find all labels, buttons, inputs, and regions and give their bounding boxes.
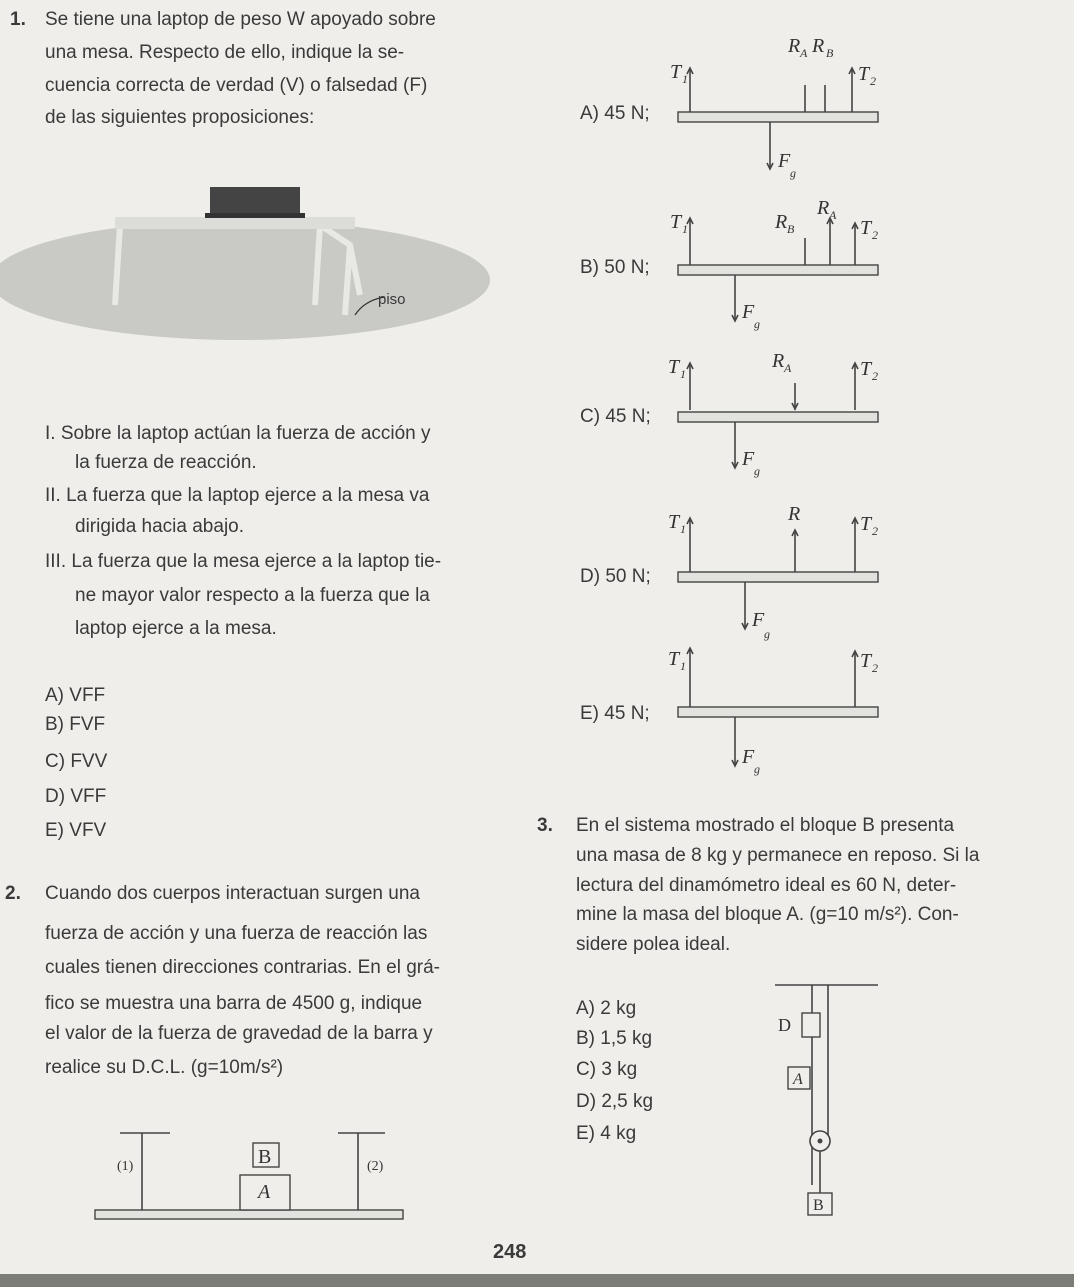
- svg-text:T: T: [860, 650, 872, 672]
- q2-number: 2.: [5, 883, 21, 904]
- svg-text:2: 2: [872, 369, 878, 383]
- svg-text:R: R: [775, 211, 788, 233]
- floor-label: piso: [378, 291, 406, 308]
- dcl-option-a: [660, 30, 890, 190]
- q1-statement-2b: dirigida hacia abajo.: [75, 516, 245, 537]
- svg-text:2: 2: [872, 228, 878, 242]
- rope-2-label: (2): [367, 1159, 384, 1174]
- q1-statement-2a: II. La fuerza que la laptop ejerce a la mesa va: [45, 485, 430, 506]
- svg-text:T: T: [858, 63, 870, 85]
- dcl-option-b: [660, 190, 890, 340]
- dynamometer-label: D: [778, 1015, 791, 1035]
- q2-stem-line-3: cuales tienen direcciones contrarias. En el grá-: [45, 957, 440, 978]
- q3-number: 3.: [537, 815, 553, 836]
- q2-option-a[interactable]: A) 45 N;: [580, 103, 650, 124]
- svg-text:1: 1: [680, 367, 686, 381]
- svg-text:T: T: [670, 61, 682, 83]
- svg-text:F: F: [742, 301, 755, 323]
- svg-text:g: g: [754, 464, 760, 478]
- q1-option-a[interactable]: A) VFF: [45, 685, 106, 706]
- svg-text:g: g: [754, 762, 760, 776]
- dcl-option-e: [660, 645, 890, 785]
- svg-text:F: F: [742, 746, 755, 768]
- bar-blocks-figure: [90, 1125, 410, 1225]
- dcl-option-c: [660, 345, 890, 485]
- q3-option-b[interactable]: B) 1,5 kg: [576, 1028, 653, 1049]
- svg-text:A: A: [784, 361, 792, 375]
- q1-stem-line-3: cuencia correcta de verdad (V) o falsedad (F): [45, 75, 428, 96]
- svg-text:g: g: [764, 627, 770, 641]
- svg-text:T: T: [860, 217, 872, 239]
- svg-text:T: T: [670, 211, 682, 233]
- svg-text:F: F: [752, 609, 765, 631]
- q3-stem-line-2: una masa de 8 kg y permanece en reposo. Si la: [576, 845, 980, 866]
- svg-text:g: g: [754, 317, 760, 331]
- block-b-label: B: [258, 1146, 272, 1168]
- svg-text:R: R: [772, 350, 785, 372]
- q2-stem-line-1: Cuando dos cuerpos interactuan surgen una: [45, 883, 420, 904]
- q2-stem-line-5: el valor de la fuerza de gravedad de la barra y: [45, 1023, 433, 1044]
- q1-option-d[interactable]: D) VFF: [45, 786, 107, 807]
- svg-text:1: 1: [680, 659, 686, 673]
- svg-text:2: 2: [872, 524, 878, 538]
- q1-stem-line-4: de las siguientes proposiciones:: [45, 107, 315, 128]
- svg-text:A: A: [800, 46, 808, 60]
- svg-text:B: B: [826, 46, 834, 60]
- page-bottom-edge: [0, 1274, 1074, 1287]
- q3-option-e[interactable]: E) 4 kg: [576, 1123, 637, 1144]
- q1-option-c[interactable]: C) FVV: [45, 751, 108, 772]
- q3-option-a[interactable]: A) 2 kg: [576, 998, 637, 1019]
- pulley-system-figure: [750, 975, 880, 1225]
- svg-text:A: A: [829, 208, 837, 222]
- q3-block-a-label: A: [793, 1071, 803, 1088]
- laptop-table-figure: [0, 165, 520, 365]
- svg-text:T: T: [668, 648, 680, 670]
- svg-text:2: 2: [872, 661, 878, 675]
- svg-text:1: 1: [682, 72, 688, 86]
- svg-text:T: T: [668, 511, 680, 533]
- svg-text:g: g: [790, 166, 796, 180]
- svg-text:2: 2: [870, 74, 876, 88]
- q1-option-b[interactable]: B) FVF: [45, 714, 106, 735]
- q1-number: 1.: [10, 9, 26, 30]
- q1-option-e[interactable]: E) VFV: [45, 820, 107, 841]
- rope-1-label: (1): [117, 1159, 134, 1174]
- q2-option-c[interactable]: C) 45 N;: [580, 406, 651, 427]
- q1-statement-3c: laptop ejerce a la mesa.: [75, 618, 277, 639]
- q2-stem-line-6: realice su D.C.L. (g=10m/s²): [45, 1057, 284, 1078]
- svg-text:T: T: [668, 356, 680, 378]
- q1-statement-3b: ne mayor valor respecto a la fuerza que la: [75, 585, 430, 606]
- q1-statement-3a: III. La fuerza que la mesa ejerce a la laptop tie-: [45, 551, 442, 572]
- q3-option-c[interactable]: C) 3 kg: [576, 1059, 638, 1080]
- q2-stem-line-4: fico se muestra una barra de 4500 g, indique: [45, 993, 423, 1014]
- svg-text:R: R: [817, 197, 830, 219]
- page-number: 248: [493, 1241, 527, 1263]
- svg-text:1: 1: [680, 522, 686, 536]
- svg-text:R: R: [788, 35, 801, 57]
- svg-text:R: R: [812, 35, 825, 57]
- dcl-option-d: [660, 500, 890, 650]
- q1-statement-1b: la fuerza de reacción.: [75, 452, 257, 473]
- svg-text:T: T: [860, 358, 872, 380]
- q3-stem-line-5: sidere polea ideal.: [576, 934, 731, 955]
- q2-option-d[interactable]: D) 50 N;: [580, 566, 651, 587]
- q2-option-b[interactable]: B) 50 N;: [580, 257, 650, 278]
- svg-text:F: F: [742, 448, 755, 470]
- q3-stem-line-1: En el sistema mostrado el bloque B presenta: [576, 815, 955, 836]
- q3-stem-line-4: mine la masa del bloque A. (g=10 m/s²). Con-: [576, 904, 959, 925]
- q3-stem-line-3: lectura del dinamómetro ideal es 60 N, deter-: [576, 875, 957, 896]
- q1-stem-line-1: Se tiene una laptop de peso W apoyado sobre: [45, 9, 436, 30]
- q2-stem-line-2: fuerza de acción y una fuerza de reacción las: [45, 923, 428, 944]
- svg-text:1: 1: [682, 222, 688, 236]
- svg-text:T: T: [860, 513, 872, 535]
- q1-stem-line-2: una mesa. Respecto de ello, indique la se-: [45, 42, 405, 63]
- q2-option-e[interactable]: E) 45 N;: [580, 703, 650, 724]
- svg-text:F: F: [778, 150, 791, 172]
- q1-statement-1a: I. Sobre la laptop actúan la fuerza de acción y: [45, 423, 431, 444]
- q3-option-d[interactable]: D) 2,5 kg: [576, 1091, 654, 1112]
- svg-text:R: R: [788, 503, 801, 525]
- q3-block-b-label: B: [813, 1197, 824, 1214]
- block-a-label: A: [258, 1181, 271, 1203]
- svg-text:B: B: [787, 222, 795, 236]
